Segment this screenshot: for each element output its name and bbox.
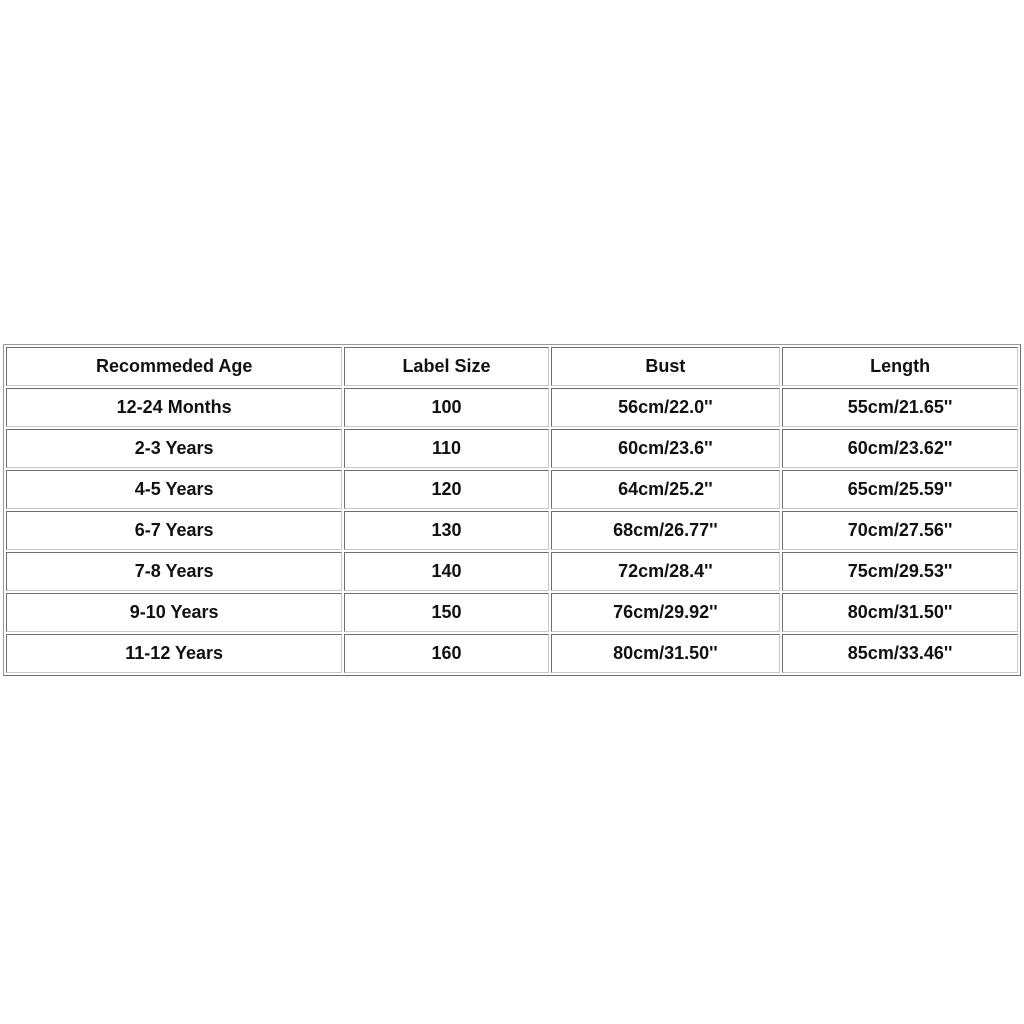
table-row xyxy=(6,388,1018,427)
header-length: Length xyxy=(782,347,1018,386)
cell-bust: 60cm/23.6'' xyxy=(551,429,781,468)
cell-label-size: 120 xyxy=(344,470,548,509)
table-row xyxy=(6,634,1018,673)
table-row xyxy=(6,429,1018,468)
cell-bust: 64cm/25.2'' xyxy=(551,470,781,509)
table-row xyxy=(6,470,1018,509)
table-row xyxy=(6,511,1018,550)
cell-length: 75cm/29.53'' xyxy=(782,552,1018,591)
header-bust: Bust xyxy=(551,347,781,386)
cell-bust: 72cm/28.4'' xyxy=(551,552,781,591)
cell-bust: 76cm/29.92'' xyxy=(551,593,781,632)
cell-age: 4-5 Years xyxy=(6,470,342,509)
cell-length: 65cm/25.59'' xyxy=(782,470,1018,509)
cell-label-size: 150 xyxy=(344,593,548,632)
table-header-row xyxy=(6,347,1018,386)
cell-age: 12-24 Months xyxy=(6,388,342,427)
cell-bust: 68cm/26.77'' xyxy=(551,511,781,550)
cell-label-size: 140 xyxy=(344,552,548,591)
cell-label-size: 130 xyxy=(344,511,548,550)
cell-age: 11-12 Years xyxy=(6,634,342,673)
cell-label-size: 110 xyxy=(344,429,548,468)
cell-label-size: 100 xyxy=(344,388,548,427)
cell-bust: 56cm/22.0'' xyxy=(551,388,781,427)
cell-bust: 80cm/31.50'' xyxy=(551,634,781,673)
cell-length: 60cm/23.62'' xyxy=(782,429,1018,468)
cell-length: 55cm/21.65'' xyxy=(782,388,1018,427)
cell-age: 6-7 Years xyxy=(6,511,342,550)
cell-label-size: 160 xyxy=(344,634,548,673)
header-recommended-age: Recommeded Age xyxy=(6,347,342,386)
cell-age: 9-10 Years xyxy=(6,593,342,632)
size-chart-table xyxy=(3,344,1021,676)
header-label-size: Label Size xyxy=(344,347,548,386)
cell-age: 2-3 Years xyxy=(6,429,342,468)
cell-age: 7-8 Years xyxy=(6,552,342,591)
table-row xyxy=(6,593,1018,632)
table-row xyxy=(6,552,1018,591)
cell-length: 70cm/27.56'' xyxy=(782,511,1018,550)
cell-length: 85cm/33.46'' xyxy=(782,634,1018,673)
cell-length: 80cm/31.50'' xyxy=(782,593,1018,632)
